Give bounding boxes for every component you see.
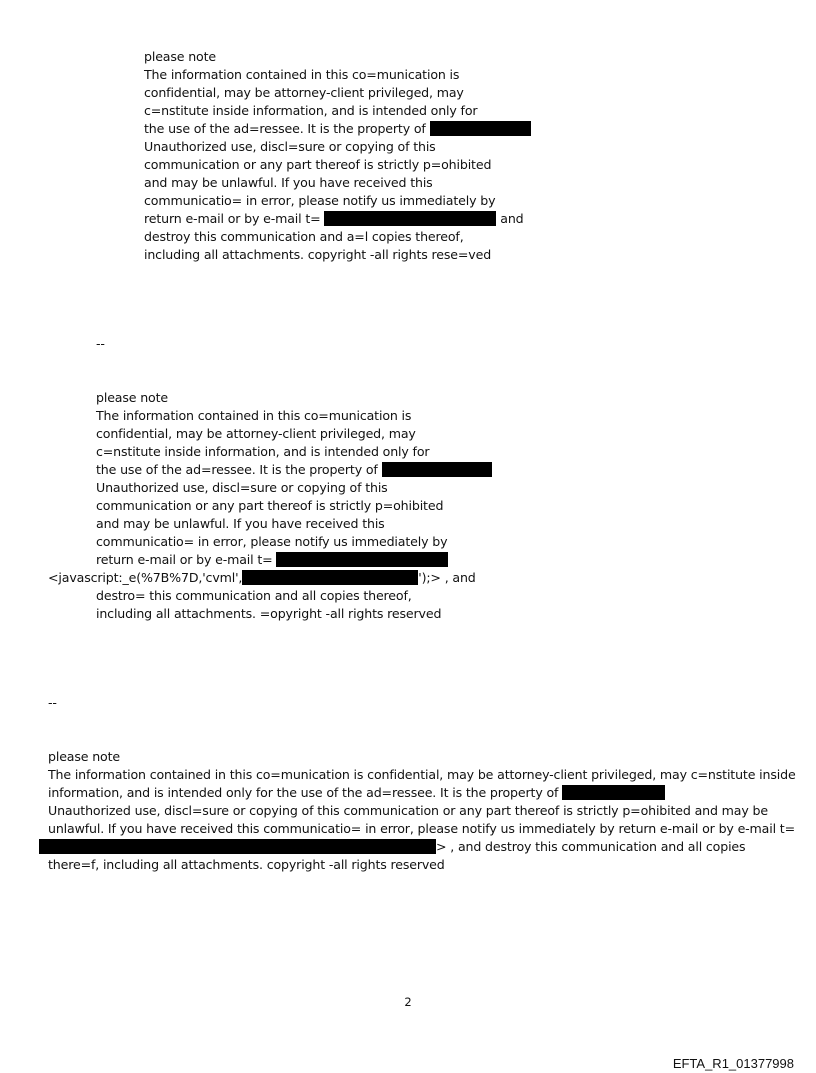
b2-line-8: and may be unlawful. If you have received this: [96, 516, 385, 531]
b1-line-7: communication or any part thereof is strictly p=ohibited: [144, 157, 492, 172]
redaction-box: [39, 839, 436, 854]
b1-line-10-text: return e-mail or by e-mail t=: [144, 211, 325, 226]
b2-line-5: [96, 461, 492, 479]
b2-line-3: confidential, may be attorney-client privileged, may: [96, 426, 416, 441]
b3-line-3-text: information, and is intended only for the use of the ad=ressee. It is the property of: [48, 785, 563, 800]
b2-line-2: The information contained in this co=munication is: [96, 408, 412, 423]
b1-line-8: and may be unlawful. If you have received this: [144, 175, 433, 190]
b2-line-11: [48, 569, 476, 587]
b2-line-11-text: <javascript:_e(%7B%7D,'cvml',: [48, 570, 243, 585]
b2-line-10-text: return e-mail or by e-mail t=: [96, 552, 277, 567]
b3-line-4: Unauthorized use, discl=sure or copying of this communication or any part thereof is strictly p=ohibited and may be: [48, 803, 768, 818]
b1-line-3: confidential, may be attorney-client privileged, may: [144, 85, 464, 100]
b2-line-12: destro= this communication and all copies thereof,: [96, 588, 412, 603]
b2-line-13: including all attachments. =opyright -all rights reserved: [96, 606, 442, 621]
redaction-box: [276, 552, 448, 567]
b1-line-6: Unauthorized use, discl=sure or copying of this: [144, 139, 436, 154]
b1-line-9: communicatio= in error, please notify us immediately by: [144, 193, 496, 208]
b1-line-10: [144, 210, 524, 228]
redaction-box: [382, 462, 492, 477]
b3-line-1: please note: [48, 749, 120, 764]
redaction-box: [562, 785, 665, 800]
b1-line-5-text: the use of the ad=ressee. It is the property of: [144, 121, 430, 136]
b3-line-6-tail: > , and destroy this communication and all copies: [436, 839, 746, 854]
b3-line-3: [48, 784, 665, 802]
b1-line-4: c=nstitute inside information, and is intended only for: [144, 103, 478, 118]
redaction-box: [430, 121, 531, 136]
b1-line-10-tail: and: [496, 211, 524, 226]
b2-line-4: c=nstitute inside information, and is intended only for: [96, 444, 430, 459]
redaction-box: [242, 570, 418, 585]
b1-line-11: destroy this communication and a=l copies thereof,: [144, 229, 464, 244]
b1-line-2: The information contained in this co=munication is: [144, 67, 460, 82]
b3-line-5: unlawful. If you have received this communicatio= in error, please notify us immediately by return e-mail or by e-mail t=: [48, 821, 795, 836]
redaction-box: [324, 211, 496, 226]
b1-line-1: please note: [144, 49, 216, 64]
b3-line-6: [39, 838, 745, 856]
document-id: EFTA_R1_01377998: [672, 1056, 794, 1071]
b2-line-1: please note: [96, 390, 168, 405]
b3-line-7: there=f, including all attachments. copyright -all rights reserved: [48, 857, 445, 872]
separator-1: --: [96, 336, 105, 351]
b2-line-11-tail: ');> , and: [418, 570, 476, 585]
b2-line-7: communication or any part thereof is strictly p=ohibited: [96, 498, 444, 513]
b2-line-9: communicatio= in error, please notify us immediately by: [96, 534, 448, 549]
b1-line-12: including all attachments. copyright -all rights rese=ved: [144, 247, 492, 262]
b1-line-5: [144, 120, 531, 138]
b2-line-6: Unauthorized use, discl=sure or copying of this: [96, 480, 388, 495]
b2-line-5-text: the use of the ad=ressee. It is the property of: [96, 462, 382, 477]
separator-2: --: [48, 695, 57, 710]
b3-line-2: The information contained in this co=munication is confidential, may be attorney-client privileged, may c=nstitute inside: [48, 767, 796, 782]
b2-line-10: [96, 551, 448, 569]
page-number: 2: [404, 995, 412, 1009]
